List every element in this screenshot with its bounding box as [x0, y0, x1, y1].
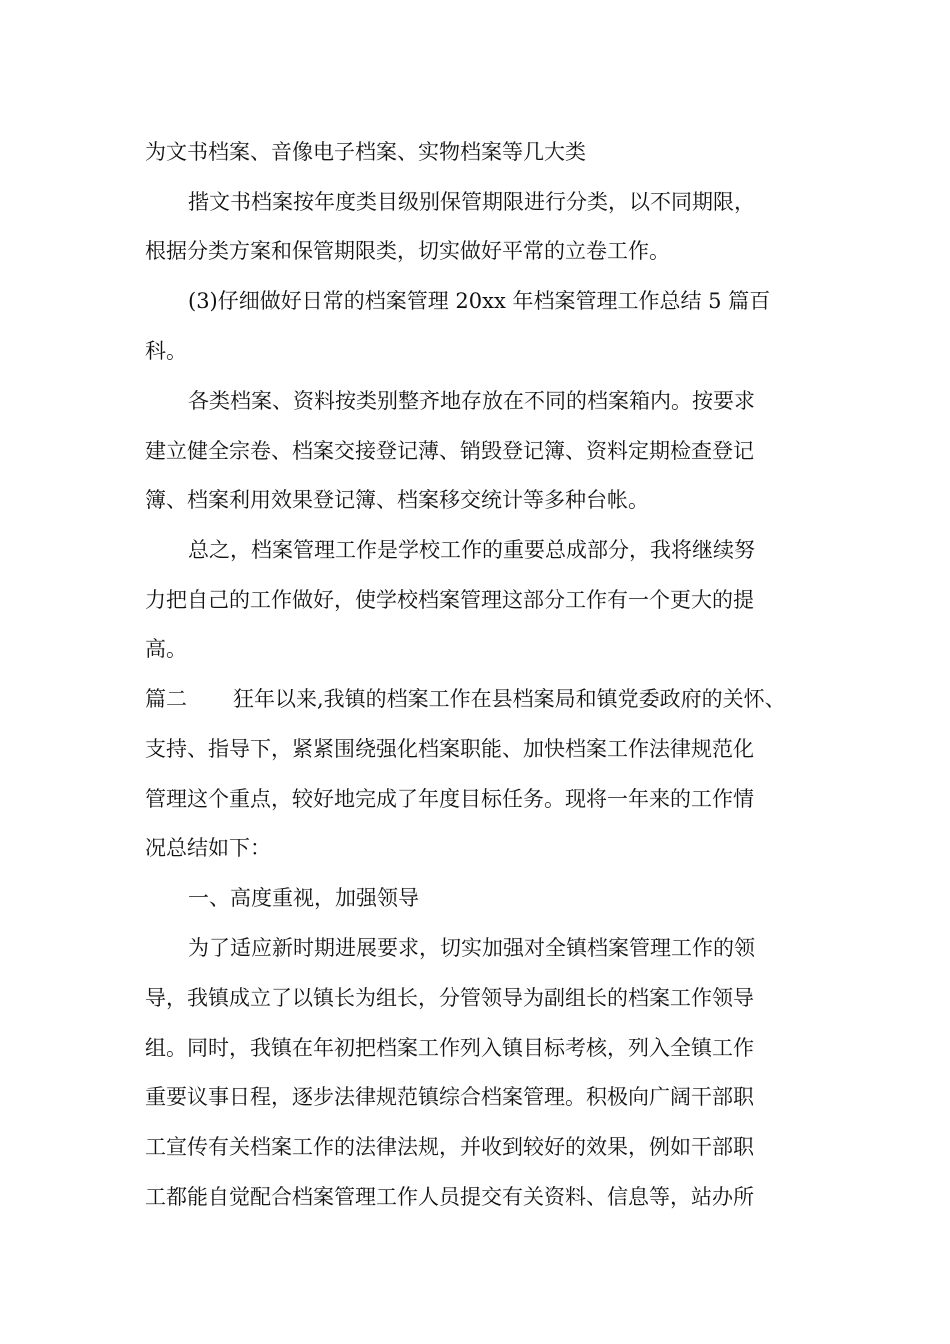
text-line: 组。同时，我镇在年初把档案工作列入镇目标考核，列入全镇工作 — [145, 1036, 754, 1060]
text-line: 簿、档案利用效果登记簿、档案移交统计等多种台帐。 — [145, 488, 649, 512]
text-line: 工都能自觉配合档案管理工作人员提交有关资料、信息等，站办所 — [145, 1185, 754, 1209]
text-line: (3)仔细做好日常的档案管理 20xx 年档案管理工作总结 5 篇百 — [188, 289, 771, 313]
text-line: 管理这个重点，较好地完成了年度目标任务。现将一年来的工作情 — [145, 787, 754, 811]
text-line: 支持、指导下，紧紧围绕强化档案职能、加快档案工作法律规范化 — [145, 737, 754, 761]
text-line: 狂年以来,我镇的档案工作在县档案局和镇党委政府的关怀、 — [233, 687, 786, 711]
text-line: 科。 — [145, 339, 187, 363]
text-line: 揩文书档案按年度类目级别保管期限进行分类，以不同期限， — [188, 190, 755, 214]
text-line: 总之，档案管理工作是学校工作的重要总成部分，我将继续努 — [188, 538, 755, 562]
text-line: 导，我镇成立了以镇长为组长，分管领导为副组长的档案工作领导 — [145, 986, 754, 1010]
text-line: 力把自己的工作做好，使学校档案管理这部分工作有一个更大的提 — [145, 588, 754, 612]
subheading: 一、高度重视，加强领导 — [188, 886, 419, 910]
text-line: 况总结如下： — [145, 836, 271, 860]
text-line: 高。 — [145, 637, 187, 661]
text-line: 根据分类方案和保管期限类，切实做好平常的立卷工作。 — [145, 239, 670, 263]
text-line: 重要议事日程，逐步法律规范镇综合档案管理。积极向广阔干部职 — [145, 1085, 754, 1109]
section-heading-line — [145, 684, 786, 714]
text-line: 各类档案、资料按类别整齐地存放在不同的档案箱内。按要求 — [188, 389, 755, 413]
text-line: 工宣传有关档案工作的法律法规，并收到较好的效果，例如干部职 — [145, 1135, 754, 1159]
section-label: 篇二 — [145, 687, 187, 711]
text-line: 为文书档案、音像电子档案、实物档案等几大类 — [145, 140, 586, 164]
text-line: 建立健全宗卷、档案交接登记薄、销毁登记簿、资料定期检查登记 — [145, 439, 754, 463]
text-line: 为了适应新时期进展要求，切实加强对全镇档案管理工作的领 — [188, 936, 755, 960]
